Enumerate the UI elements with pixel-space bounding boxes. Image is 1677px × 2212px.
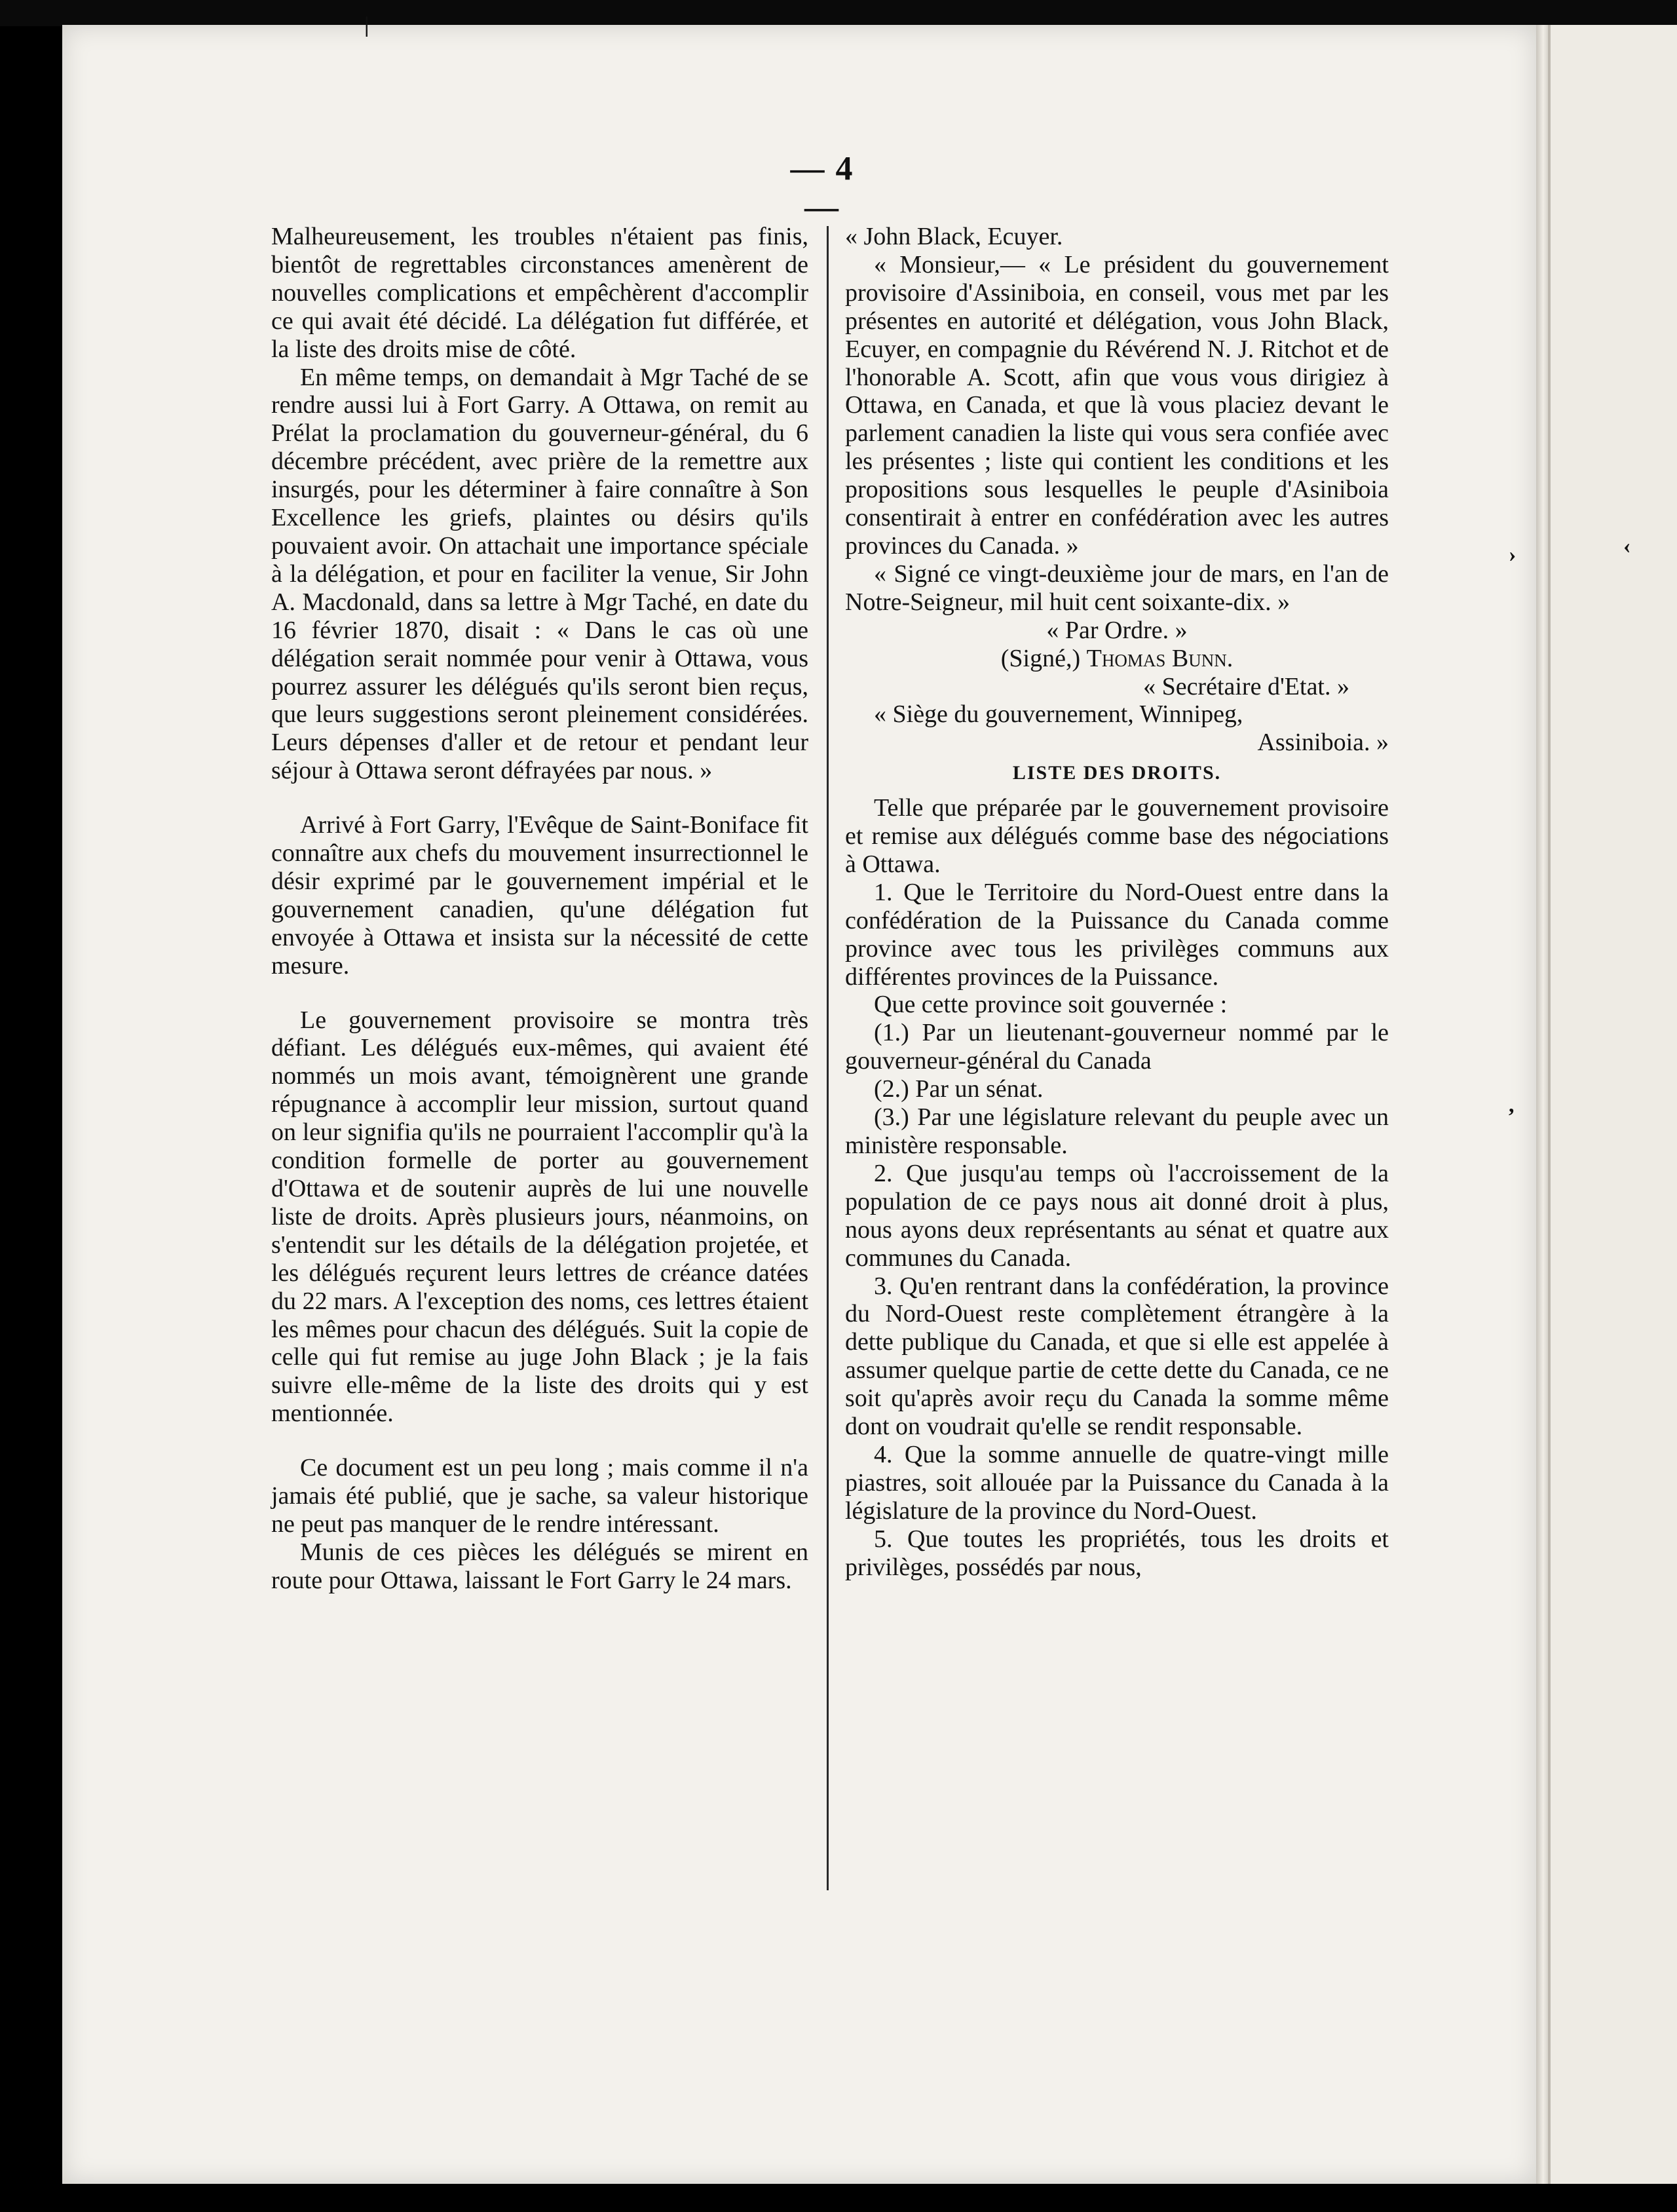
list-subitem: (2.) Par un sénat. [874,1075,1044,1103]
list-subitem: (3.) Par une législature relevant du peuple avec un ministère responsable. [845,1103,1389,1159]
scan-mark: ‹ [1623,534,1631,558]
scan-mark: › [1509,543,1517,567]
scan-mark: , [1509,1093,1515,1117]
paragraph: Munis de ces pièces les délégués se mirent en route pour Ottawa, laissant le Fort Garry le 24 mars. [271,1538,808,1594]
letter-body: « Monsieur,— « Le président du gouvernement provisoire d'Assiniboia, en conseil, vous met par les présentes en autorité et délégation, vous John Black, Ecuyer, en compagnie du Révérend N. J. Ritchot et de l'honorable A. Scott, afin que vous vous dirigiez à Ottawa, en Canada, et que là vous placiez devant le parlement canadien la liste qui vous sera confiée avec les présentes ; liste qui contient les conditions et les propositions sous lesquelles le peuple d'Asiniboia consentirait à entrer en confédération avec les autres provinces du Canada. » [845,250,1389,560]
paragraph: Malheureusement, les troubles n'étaient pas finis, bientôt de regrettables circonstances amenèrent de nouvelles complications et empêchèrent d'accomplir ce qui avait été décidé. La délégation fut différée, et la liste des droits mise de côté. [271,223,808,363]
list-item: 4. Que la somme annuelle de quatre-vingt mille piastres, soit allouée par la Puissance du Canada à la législature de la province du Nord-Ouest. [845,1440,1389,1525]
list-item: 2. Que jusqu'au temps où l'accroissement de la population de ce pays nous ait donné droit à plus, nous ayons deux représentants au sénat et quatre aux communes du Canada. [845,1159,1389,1272]
paragraph: En même temps, on demandait à Mgr Taché de se rendre aussi lui à Fort Garry. A Ottawa, on remit au Prélat la proclamation du gouverneur-général, du 6 décembre précédent, avec prière de la remettre aux insurgés, pour les déterminer à faire connaître à Son Excellence les griefs, plaintes ou désirs qu'ils pouvaient avoir. On attachait une importance spéciale à la délégation, et pour en faciliter la venue, Sir John A. Macdonald, dans sa lettre à Mgr Taché, en date du 16 février 1870, disait : « Dans le cas où une délégation serait nommée pour venir à Ottawa, vous pourrez assurer les délégués qu'ils seront bien reçus, que leurs suggestions seront pleinement considérées. Leurs dépenses d'aller et de retour et pendant leur séjour à Ottawa seront défrayées par nous. » [271,363,808,785]
page-fold [1536,25,1548,2184]
signed-prefix: (Signé,) [1000,644,1081,672]
signatory-title: « Secrétaire d'Etat. » [1143,672,1349,700]
list-intro: Telle que préparée par le gouvernement provisoire et remise aux délégués comme base des négociations à Ottawa. [845,794,1389,878]
letter-address: « John Black, Ecuyer. [845,223,1063,250]
seat-line: « Siège du gouvernement, Winnipeg, [874,700,1243,729]
list-heading: LISTE DES DROITS. [1012,762,1222,784]
scan-border-top [0,0,1677,26]
adjacent-page-edge [1548,25,1677,2184]
left-column [271,223,808,1595]
signatory-name: Thomas Bunn. [1086,644,1234,672]
paragraph: Ce document est un peu long ; mais comme il n'a jamais été publié, que je sache, sa valeur historique ne peut pas manquer de le rendre intéressant. [271,1454,808,1538]
list-item: 1. Que le Territoire du Nord-Ouest entre dans la confédération de la Puissance du Canada comme province avec tous les privilèges communs aux différentes provinces de la Puissance. [845,878,1389,991]
by-order: « Par Ordre. » [1046,616,1188,644]
signature-line [845,645,1389,673]
paragraph: Arrivé à Fort Garry, l'Evêque de Saint-Boniface fit connaître aux chefs du mouvement insurrectionnel le désir exprimé par le gouvernement impérial et le gouvernement canadien, qu'une délégation fut envoyée à Ottawa et insista sur la nécessité de cette mesure. [271,811,808,980]
list-item: 5. Que toutes les propriétés, tous les droits et privilèges, possédés par nous, [845,1525,1389,1581]
letter-date: « Signé ce vingt-deuxième jour de mars, en l'an de Notre-Seigneur, mil huit cent soixante-dix. » [845,560,1389,616]
list-item: 3. Qu'en rentrant dans la confédération, la province du Nord-Ouest reste complètement étrangère à la dette publique du Canada, et que si elle est appelée à assumer quelque partie de cette dette du Canada, ce ne soit qu'après avoir reçu du Canada la somme même dont on voudrait qu'elle se rendit responsable. [845,1272,1389,1441]
paragraph: Le gouvernement provisoire se montra très défiant. Les délégués eux-mêmes, qui avaient été nommés un mois avant, témoignèrent une grande répugnance à accomplir leur mission, surtout quand on leur signifia qu'ils ne pourraient l'accomplir qu'à la condition formelle de porter au gouvernement d'Ottawa et de soutenir auprès de lui une nouvelle liste de droits. Après plusieurs jours, néanmoins, on s'entendit sur les détails de la délégation projetée, et les délégués reçurent leurs lettres de créance datées du 22 mars. A l'exception des noms, ces lettres étaient les mêmes pour chacun des délégués. Suit la copie de celle qui fut remise au juge John Black ; je la fais suivre elle-même de la liste des droits qui y est mentionnée. [271,1006,808,1428]
scan-mark: | [364,13,369,37]
list-item: Que cette province soit gouvernée : [874,991,1228,1019]
column-divider [827,226,829,1890]
list-subitem: (1.) Par un lieutenant-gouverneur nommé par le gouverneur-général du Canada [845,1019,1389,1075]
page-number: — 4 — [790,150,854,226]
seat-line: Assiniboia. » [1257,729,1389,757]
right-column [845,223,1389,1582]
